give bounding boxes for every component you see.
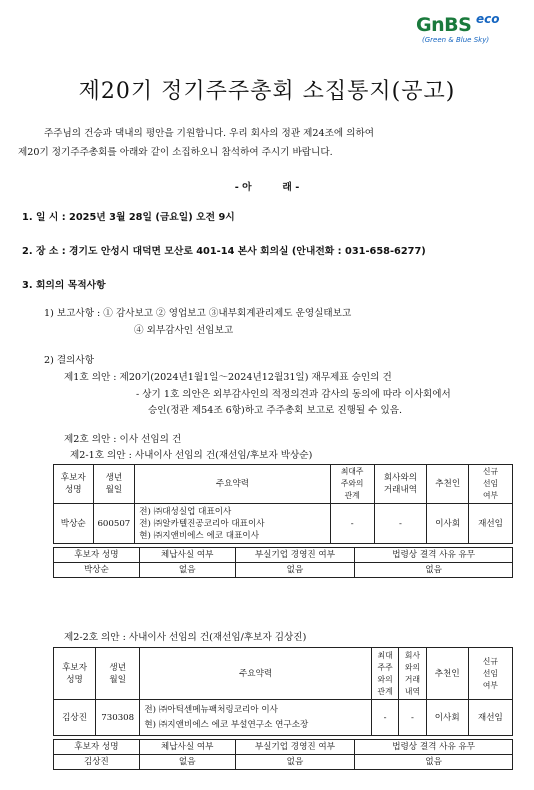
agenda-1-note-2: 승인(정관 제54조 6항)하고 주주총회 보고로 진행될 수 있음.: [148, 405, 403, 416]
candidate-1-table: [53, 464, 513, 544]
candidate-2-table: [53, 647, 513, 736]
status-2-tax: 없음: [139, 755, 235, 770]
status-1-insolvent: 없음: [235, 563, 355, 578]
agenda-2-2: 제2-2호 의안 : 사내이사 선임의 건(재선임/후보자 김상진): [64, 632, 307, 643]
header-new: 신규 선임 여부: [469, 465, 513, 504]
candidate-1-name: 박상순: [54, 504, 94, 544]
candidate-2-new: 재선임: [468, 700, 512, 736]
header-career-2: 주요약력: [140, 648, 372, 700]
candidate-2-name: 김상진: [54, 700, 96, 736]
status-header-tax: 체납사실 여부: [139, 548, 235, 563]
agenda-1-note-1: - 상기 1호 의안은 외부감사인의 적정의견과 감사의 동의에 따라 이사회에서: [136, 389, 451, 400]
header-recommender-2: 추천인: [426, 648, 468, 700]
candidate-1-status-table: [53, 547, 513, 578]
header-shareholder-2: 최대 주주 와의 관계: [371, 648, 398, 700]
header-candidate: 후보자 성명: [54, 465, 94, 504]
agenda-2-1: 제2-1호 의안 : 사내이사 선임의 건(재선임/후보자 박상순): [70, 450, 313, 461]
status-1-name: 박상순: [54, 563, 140, 578]
status-header-disqualify: 법령상 결격 사유 유무: [355, 548, 513, 563]
intro-line-2: 제20기 정기주주총회를 아래와 같이 소집하오니 참석하여 주시기 바랍니다.: [18, 147, 333, 158]
intro-line-1: 주주님의 건승과 댁내의 평안을 기원합니다. 우리 회사의 정관 제24조에 의하여: [44, 128, 374, 139]
candidate-1-career: 전) ㈜대성실업 대표이사 전) ㈜알카텔진공코리아 대표이사 현) ㈜지앤비에스 에코 대표이사: [135, 504, 330, 544]
company-logo: [398, 14, 518, 50]
logo-tagline: (Green & Blue Sky): [422, 36, 490, 44]
candidate-1-recommender: 이사회: [427, 504, 469, 544]
meeting-place: 2. 장 소 : 경기도 안성시 대덕면 모산로 401-14 본사 회의실 (안내전화 : 031-658-6277): [22, 246, 426, 257]
status-2-name: 김상진: [54, 755, 140, 770]
candidate-2-transaction: -: [399, 700, 426, 736]
status-1-tax: 없음: [139, 563, 235, 578]
page-title: 제20기 정기주주총회 소집통지(공고): [78, 79, 456, 104]
header-transaction-2: 회사 와의 거래 내역: [399, 648, 426, 700]
header-birth: 생년 월일: [93, 465, 135, 504]
status-header-name: 후보자 성명: [54, 548, 140, 563]
agenda-1: 제1호 의안 : 제20기(2024년1월1일～2024년12월31일) 재무제표 승인의 건: [64, 372, 392, 383]
status-1-disqualify: 없음: [355, 563, 513, 578]
candidate-1-birth: 600507: [93, 504, 135, 544]
candidate-1-shareholder: -: [330, 504, 374, 544]
below-heading: - 아 래 -: [234, 182, 300, 193]
status-2-disqualify: 없음: [355, 755, 513, 770]
status-header-insolvent-2: 부실기업 경영진 여부: [235, 740, 355, 755]
status-header-tax-2: 체납사실 여부: [139, 740, 235, 755]
agenda-2: 제2호 의안 : 이사 선임의 건: [64, 434, 182, 445]
candidate-1-new: 재선임: [469, 504, 513, 544]
candidate-2-birth: 730308: [96, 700, 140, 736]
candidate-2-shareholder: -: [371, 700, 398, 736]
status-header-name-2: 후보자 성명: [54, 740, 140, 755]
status-2-insolvent: 없음: [235, 755, 355, 770]
candidate-2-status-table: [53, 739, 513, 770]
status-header-insolvent: 부실기업 경영진 여부: [235, 548, 355, 563]
logo-eco: eco: [476, 12, 500, 26]
header-transaction: 회사와의 거래내역: [374, 465, 427, 504]
candidate-2-career: 전) ㈜아틱센메뉴팩처링코리아 이사 현) ㈜지앤비에스 에코 부설연구소 연구소장: [140, 700, 372, 736]
header-birth-2: 생년 월일: [96, 648, 140, 700]
header-shareholder: 최대주 주와의 관계: [330, 465, 374, 504]
header-new-2: 신규 선임 여부: [468, 648, 512, 700]
report-line-1: 1) 보고사항 : ① 감사보고 ② 영업보고 ③내부회계관리제도 운영실태보고: [44, 308, 352, 319]
header-career: 주요약력: [135, 465, 330, 504]
report-line-2: ④ 외부감사인 선임보고: [134, 325, 234, 336]
agenda-heading: 3. 회의의 목적사항: [22, 280, 106, 291]
resolution-heading: 2) 결의사항: [44, 355, 94, 366]
header-recommender: 추천인: [427, 465, 469, 504]
logo-wordmark: GnBS: [416, 14, 472, 36]
candidate-2-recommender: 이사회: [426, 700, 468, 736]
meeting-date: 1. 일 시 : 2025년 3월 28일 (금요일) 오전 9시: [22, 212, 235, 223]
status-header-disqualify-2: 법령상 결격 사유 유무: [355, 740, 513, 755]
candidate-1-transaction: -: [374, 504, 427, 544]
header-candidate-2: 후보자 성명: [54, 648, 96, 700]
